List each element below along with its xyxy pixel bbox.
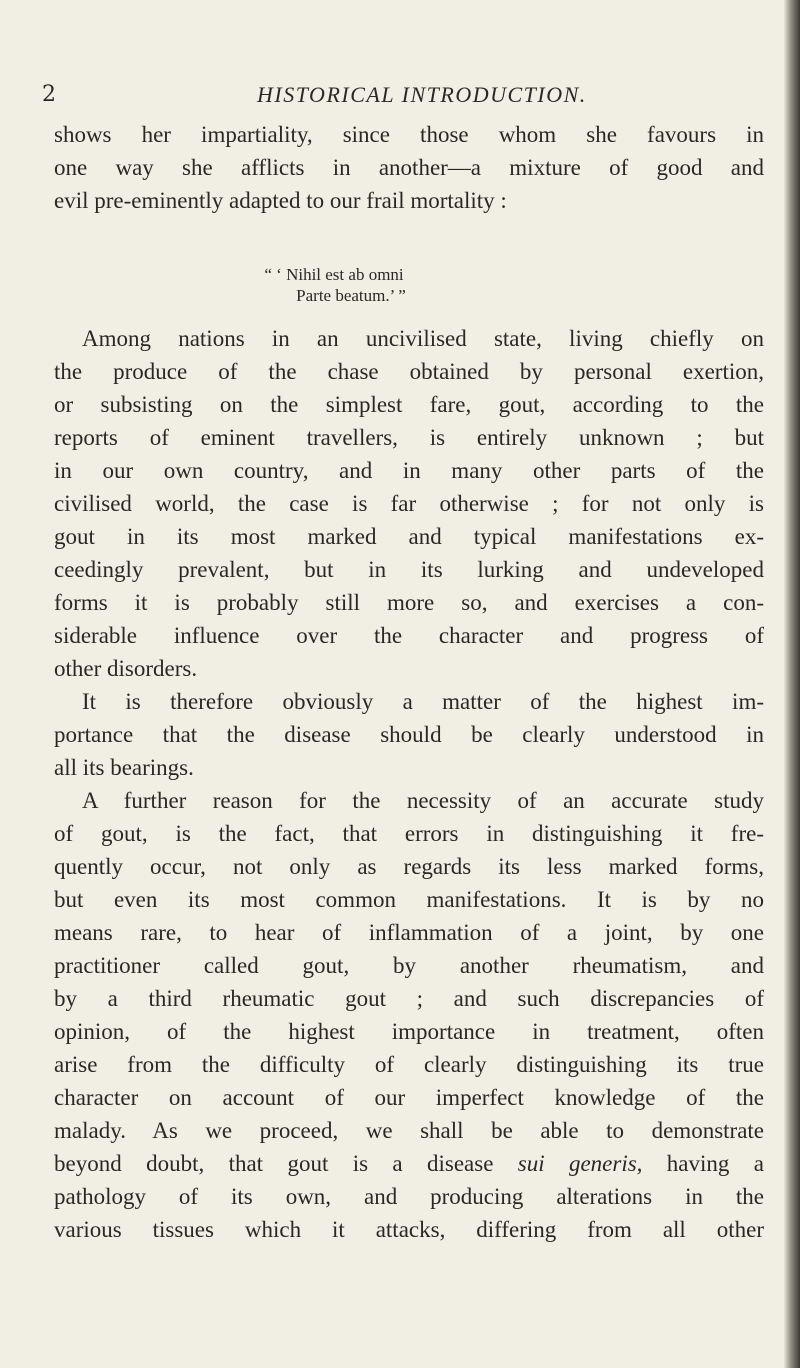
text-segment: having a [642,1151,764,1176]
text-line: other disorders. [54,656,198,681]
text-line: character on account of our imperfect knowledge of the [54,1085,764,1110]
text-line: arise from the difficulty of clearly distinguishing its true [54,1052,764,1077]
page-edge-shadow [784,0,800,1368]
running-title: HISTORICAL INTRODUCTION. [257,82,587,107]
text-line: or subsisting on the simplest fare, gout, according to the [54,392,764,417]
page-header [42,80,762,112]
text-line: pathology of its own, and producing alterations in the [54,1184,764,1209]
text-line: one way she afflicts in another—a mixture of good and [54,155,764,180]
text-line: the produce of the chase obtained by personal exertion, [54,359,764,384]
text-line: in our own country, and in many other parts of the [54,458,764,483]
text-line: means rare, to hear of inflammation of a joint, by one [54,920,764,945]
text-line: civilised world, the case is far otherwise ; for not only is [54,491,764,516]
text-line: forms it is probably still more so, and exercises a con- [54,590,764,615]
text-line: A further reason for the necessity of an accurate study [82,788,764,813]
text-line: by a third rheumatic gout ; and such discrepancies of [54,986,764,1011]
text-line: quently occur, not only as regards its less marked forms, [54,854,764,879]
text-line: opinion, of the highest importance in treatment, often [54,1019,764,1044]
text-line: of gout, is the fact, that errors in distinguishing it fre- [54,821,764,846]
text-line: ceedingly prevalent, but in its lurking and undeveloped [54,557,764,582]
text-line-sui-generis [54,1147,764,1180]
text-line: all its bearings. [54,755,194,780]
text-line: evil pre-eminently adapted to our frail mortality : [54,188,507,213]
paragraph-1 [54,322,764,1246]
italic-phrase: sui generis, [517,1151,643,1176]
latin-quote-line-2: Parte beatum.’ ” [296,286,406,305]
text-line: Among nations in an uncivilised state, living chiefly on [82,326,764,351]
latin-quote-line-1: “ ‘ Nihil est ab omni [264,265,404,284]
page-number: 2 [42,82,56,107]
text-line: reports of eminent travellers, is entirely unknown ; but [54,425,764,450]
text-line: siderable influence over the character and progress of [54,623,764,648]
text-line: gout in its most marked and typical manifestations ex- [54,524,764,549]
text-line: various tissues which it attacks, differing from all other [54,1217,764,1242]
text-line: practitioner called gout, by another rheumatism, and [54,953,764,978]
text-line: but even its most common manifestations. It is by no [54,887,764,912]
text-line: portance that the disease should be clearly understood in [54,722,764,747]
opening-paragraph [54,118,764,217]
text-line: It is therefore obviously a matter of the highest im- [82,689,764,714]
text-segment: beyond doubt, that gout is a disease [54,1151,518,1176]
text-line: shows her impartiality, since those whom she favours in [54,122,764,147]
text-line: malady. As we proceed, we shall be able to demonstrate [54,1118,764,1143]
